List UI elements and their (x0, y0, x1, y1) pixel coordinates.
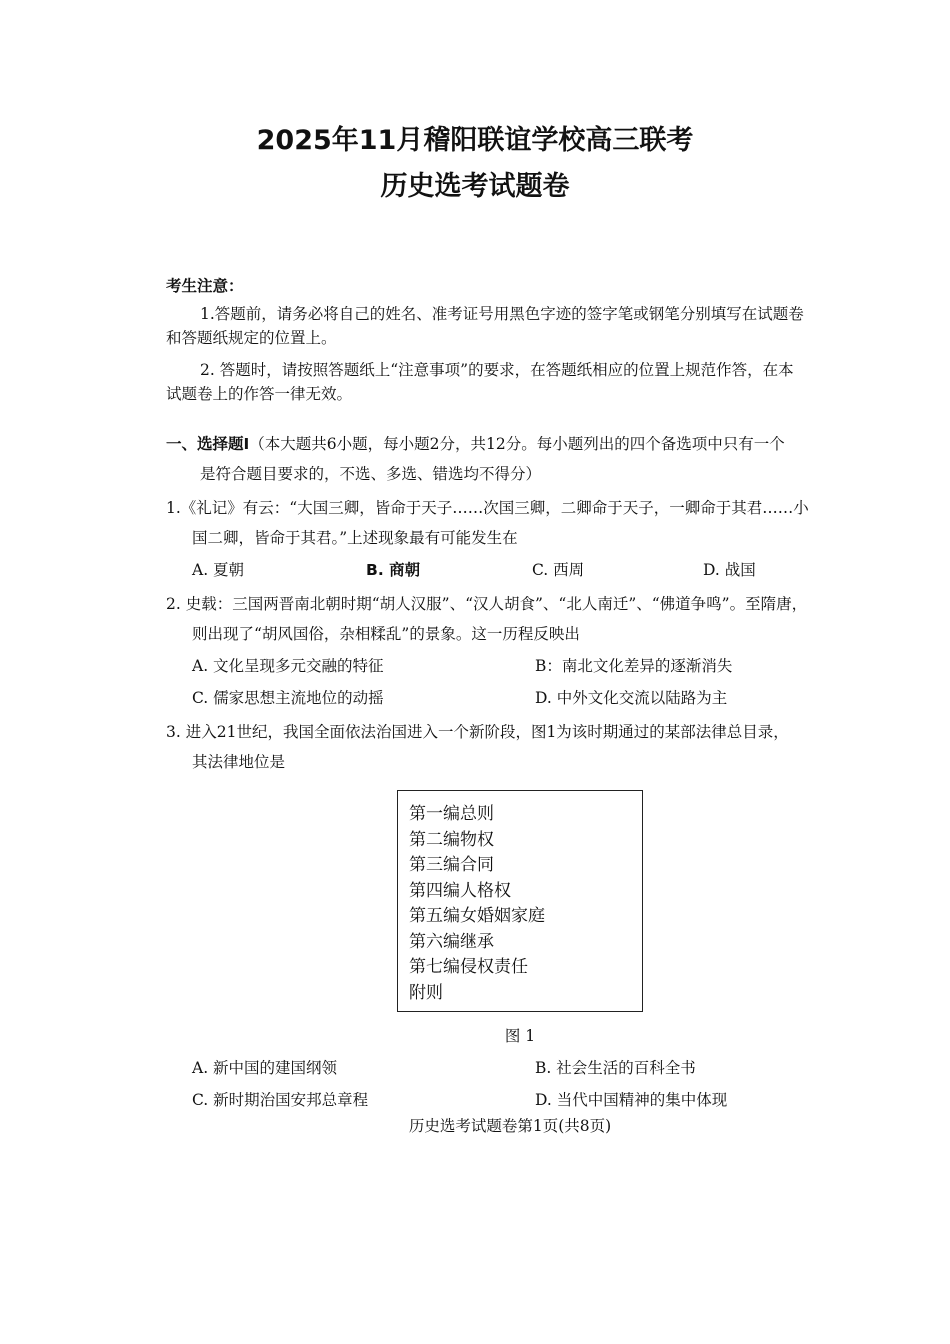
question-3-stem-line-2: 其法律地位是 (192, 753, 286, 771)
question-1-stem-line-1: 1.《礼记》有云：“大国三卿，皆命于天子……次国三卿，二卿命于天子，一卿命于其君……小 (166, 499, 809, 517)
question-3-option-c: C. 新时期治国安邦总章程 (192, 1091, 369, 1109)
question-1-option-b: B. 商朝 (366, 561, 421, 579)
question-2-option-b: B：南北文化差异的逐渐消失 (535, 657, 733, 675)
notice-item-2-line-2: 试题卷上的作答一律无效。 (166, 385, 353, 403)
question-2-stem-line-1: 2. 史载：三国两晋南北朝时期“胡人汉服”、“汉人胡食”、“北人南迁”、“佛道争鸣”。至隋唐， (166, 595, 808, 613)
figure-line-4: 第四编人格权 (409, 880, 511, 901)
figure-line-6: 第六编继承 (409, 931, 494, 952)
section-desc-line-2: 是符合题目要求的，不选、多选、错选均不得分） (200, 465, 542, 483)
question-3-option-d: D. 当代中国精神的集中体现 (535, 1091, 728, 1109)
question-3-option-a: A. 新中国的建国纲领 (192, 1059, 338, 1077)
question-1-option-c: C. 西周 (532, 561, 585, 579)
question-2-option-d: D. 中外文化交流以陆路为主 (535, 689, 728, 707)
figure-line-7: 第七编侵权责任 (409, 957, 528, 977)
notice-item-1-line-2: 和答题纸规定的位置上。 (166, 329, 337, 347)
question-2-stem-line-2: 则出现了“胡风国俗，杂相糅乱”的景象。这一历程反映出 (192, 625, 580, 643)
figure-caption: 图 1 (504, 1027, 536, 1045)
exam-subtitle: 历史选考试题卷 (380, 171, 570, 202)
section-header (166, 434, 785, 454)
question-2-option-a: A. 文化呈现多元交融的特征 (192, 657, 384, 675)
question-3-stem-line-1: 3. 进入21世纪，我国全面依法治国进入一个新阶段，图1为该时期通过的某部法律总目录， (166, 723, 789, 741)
notice-item-1-line-1: 1.答题前，请务必将自己的姓名、准考证号用黑色字迹的签字笔或钢笔分别填写在试题卷 (200, 305, 804, 323)
question-1-stem-line-2: 国二卿，皆命于其君。”上述现象最有可能发生在 (192, 529, 518, 547)
question-3-option-b: B. 社会生活的百科全书 (535, 1059, 696, 1077)
figure-line-3: 第三编合同 (409, 855, 494, 875)
section-label: 一、选择题Ⅰ (166, 435, 250, 453)
notice-item-2-line-1: 2. 答题时，请按照答题纸上“注意事项”的要求，在答题纸相应的位置上规范作答，在本 (200, 361, 794, 379)
exam-title: 2025年11月稽阳联谊学校高三联考 (256, 125, 694, 156)
page-footer: 历史选考试题卷第1页(共8页) (408, 1117, 612, 1135)
notice-heading: 考生注意： (166, 277, 244, 295)
question-1-option-d: D. 战国 (703, 561, 756, 579)
figure-line-5: 第五编女婚姻家庭 (409, 906, 545, 926)
question-2-option-c: C. 儒家思想主流地位的动摇 (192, 689, 384, 707)
figure-line-8: 附则 (409, 982, 443, 1003)
question-1-option-a: A. 夏朝 (192, 561, 245, 579)
section-desc-line-1: （本大题共6小题，每小题2分，共12分。每小题列出的四个备选项中只有一个 (249, 435, 785, 453)
figure-line-2: 第二编物权 (409, 829, 494, 850)
figure-1-table-of-contents (397, 790, 643, 1012)
figure-line-1: 第一编总则 (409, 804, 494, 824)
